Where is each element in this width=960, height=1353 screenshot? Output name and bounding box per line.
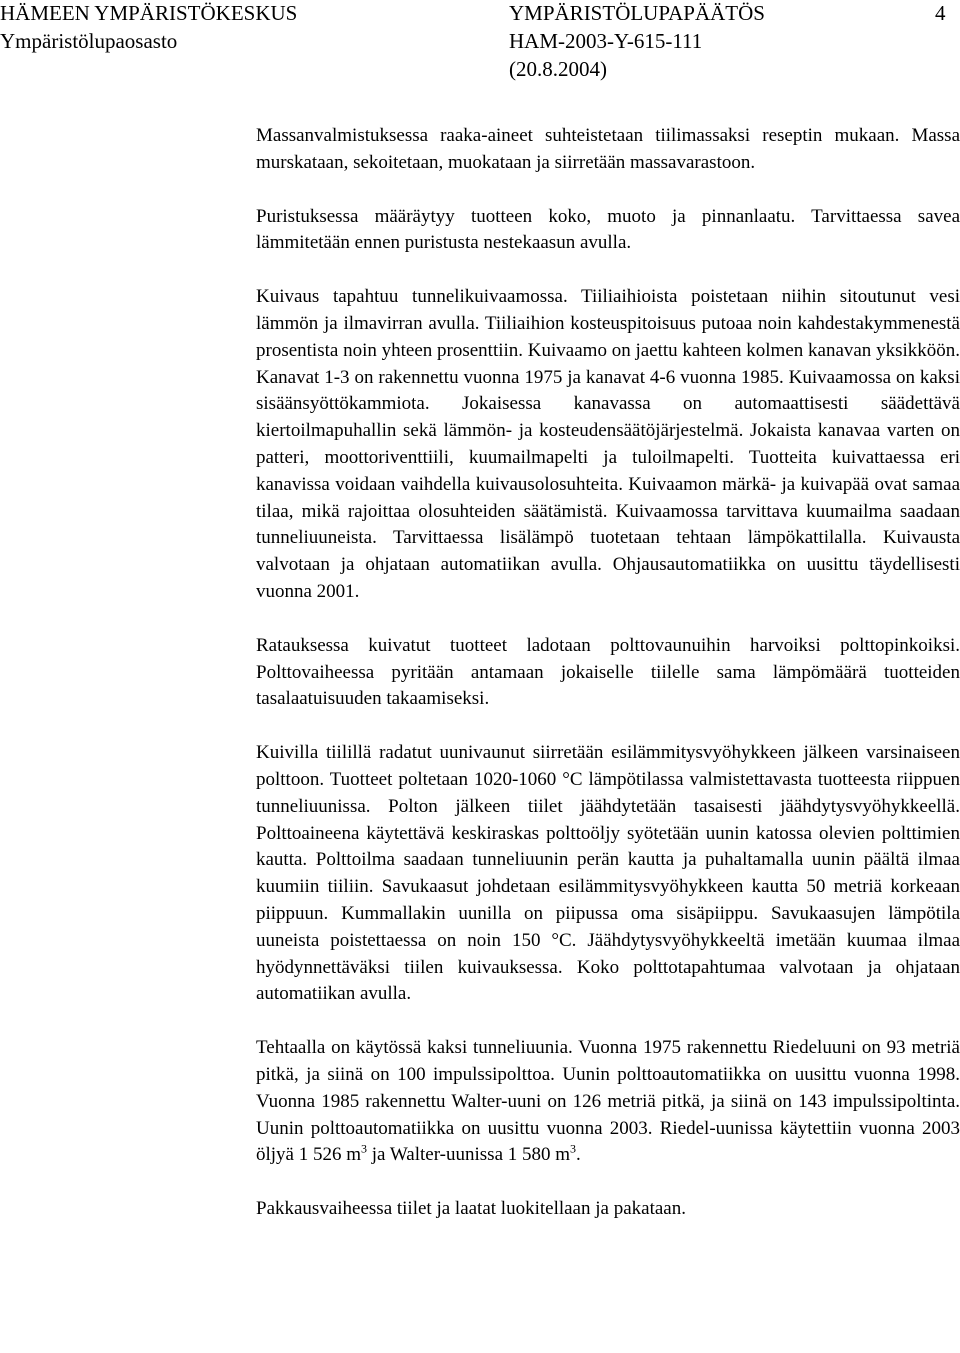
department-name: Ympäristölupaosasto xyxy=(0,29,178,53)
document-type: YMPÄRISTÖLUPAPÄÄTÖS xyxy=(509,1,765,25)
paragraph-mass-preparation: Massanvalmistuksessa raaka-aineet suhteistetaan tiilimassaksi reseptin mukaan. Massa murskataan, sekoitetaan, muokataan ja siirretään massavarastoon. xyxy=(256,125,960,173)
paragraph-packaging: Pakkausvaiheessa tiilet ja laatat luokitellaan ja pakataan. xyxy=(256,1198,686,1220)
kilns-text: Tehtaalla on käytössä kaksi tunneliuunia. Vuonna 1975 rakennettu Riedeluuni on 93 metriä pitkä, ja siinä on 100 impulssipolttoa. Uunin polttoautomatiikka on uusittu vuonna 1998. Vuonna 1985 rakennettu Walter-uuni on 126 metriä pitkä, ja siinä on 143 impulssipoltinta. Uunin polttoautomatiikka on uusittu vuonna 2003. Riedel-uunissa käytettiin vuonna 2003 öljyä 1 526 m xyxy=(256,1037,960,1166)
paragraph-firing: Kuivilla tiilillä radatut uunivaunut siirretään esilämmitysvyöhykkeen jälkeen varsinaiseen polttoon. Tuotteet poltetaan 1020-1060 °C lämpötilassa valmistettavasta tuotteesta riippuen tunneliuunissa. Polton jälkeen tiilet jäähdytetään tasaisesti jäähdytysvyöhykkeellä. Polttoaineena käytettävä keskiraskas polttoöljy syötetään uunin katossa olevien polttimien kautta. Polttoilma saadaan tunneliuunin perän kautta ja puhaltamalla uunin päältä ilmaa kuumiin tiiliin. Savukaasut johdetaan esilämmitysvyöhykkeen kautta 50 metriä korkeaan piippuun. Kummallakin uunilla on piipussa oma sisäpiippu. Savukaasujen lämpötila uuneista poistettaessa on noin 150 °C. Jäähdytysvyöhykkeeltä imetään kuumaa ilmaa hyödynnettäväksi tiilen kuivauksessa. Koko polttotapahtumaa valvotaan ja ohjataan automatiikan avulla. xyxy=(256,742,960,1005)
superscript-cubic-1: 3 xyxy=(361,1141,368,1156)
paragraph-drying: Kuivaus tapahtuu tunnelikuivaamossa. Tiiliaihioista poistetaan niihin sitoutunut vesi lämmön ja ilmavirran avulla. Tiiliaihion kosteuspitoisuus putoaa noin kahdestakymmenestä prosentista noin yhteen prosenttiin. Kuivaamo on jaettu kahteen kolmen kanavan yksikköön. Kanavat 1-3 on rakennettu vuonna 1975 ja kanavat 4-6 vuonna 1985. Kuivaamossa on kaksi sisäänsyöttökammiota. Jokaisessa kanavassa on automaattisesti säädettävä kiertoilmapuhallin sekä lämmön- ja kosteudensäätöjärjestelmä. Jokaista kanavaa varten on patteri, moottoriventtiili, kuumailmapelti ja tuloilmapelti. Tuotteita kuivattaessa eri kanavissa voidaan vaihdella kuivausolosuhteita. Kuivaamon märkä- ja kuivapää ovat samaa tilaa, mikä rajoittaa olosuhteiden säätämistä. Kuivaamossa tarvittava kuumailma saadaan tunneliuuneista. Tarvittaessa lisälämpö tuotetaan tehtaan lämpökattilalla. Kuivausta valvotaan ja ohjataan automatiikan avulla. Ohjausautomatiikka on uusittu täydellisesti vuonna 2001. xyxy=(256,286,960,602)
document-body xyxy=(256,123,960,1250)
page-number: 4 xyxy=(935,1,946,25)
superscript-cubic-2: 3 xyxy=(570,1141,577,1156)
paragraph-stacking: Ratauksessa kuivatut tuotteet ladotaan polttovaunuihin harvoiksi polttopinkoiksi. Polttovaiheessa pyritään antamaan jokaiselle tiilelle sama lämpömäärä tuotteiden tasalaatuisuuden takaamiseksi. xyxy=(256,634,960,710)
kilns-text-mid: ja Walter-uunissa 1 580 m xyxy=(367,1144,571,1166)
kilns-text-end: . xyxy=(576,1144,581,1166)
document-id: HAM-2003-Y-615-111 xyxy=(509,29,703,53)
paragraph-pressing: Puristuksessa määräytyy tuotteen koko, muoto ja pinnanlaatu. Tarvittaessa savea lämmitetään ennen puristusta nestekaasun avulla. xyxy=(256,205,960,254)
page-header xyxy=(0,0,960,85)
organization-name: HÄMEEN YMPÄRISTÖKESKUS xyxy=(0,1,298,25)
document-date: (20.8.2004) xyxy=(509,57,607,81)
paragraph-kilns xyxy=(256,1035,960,1169)
